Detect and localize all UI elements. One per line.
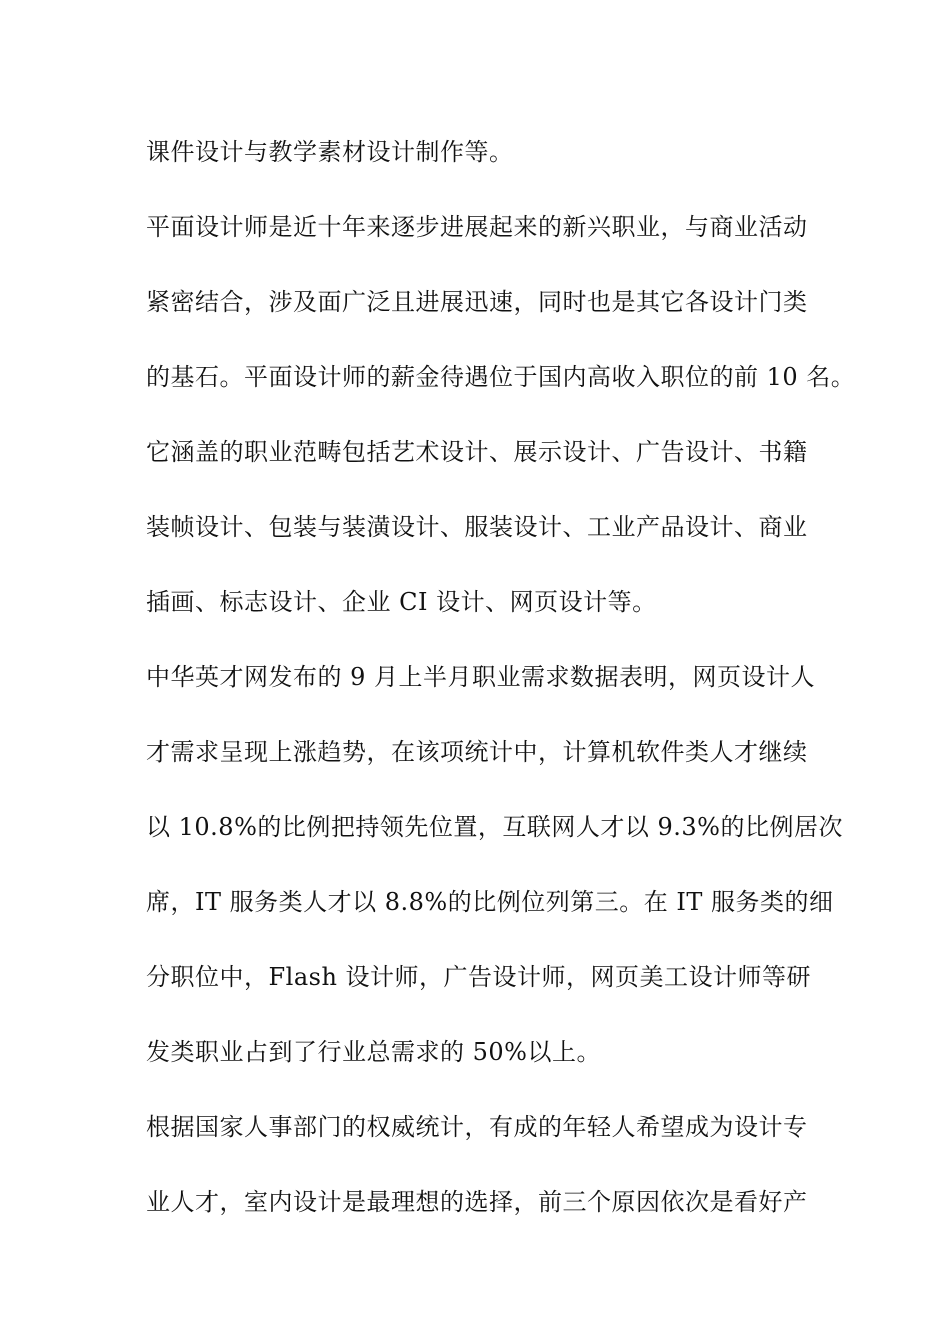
text-line: 以 10.8%的比例把持领先位置，互联网人才以 9.3%的比例居次 [146,813,843,841]
text-line: 席，IT 服务类人才以 8.8%的比例位列第三。在 IT 服务类的细 [146,888,834,916]
text-line: 发类职业占到了行业总需求的 50%以上。 [146,1038,601,1066]
text-line: 才需求呈现上涨趋势，在该项统计中，计算机软件类人才继续 [146,738,808,766]
text-line: 装帧设计、包装与装潢设计、服装设计、工业产品设计、商业 [146,513,808,541]
text-line: 它涵盖的职业范畴包括艺术设计、展示设计、广告设计、书籍 [146,438,808,466]
text-line: 课件设计与教学素材设计制作等。 [146,138,514,166]
text-line: 业人才，室内设计是最理想的选择，前三个原因依次是看好产 [146,1188,808,1216]
text-line: 插画、标志设计、企业 CI 设计、网页设计等。 [146,588,657,616]
text-line: 平面设计师是近十年来逐步进展起来的新兴职业，与商业活动 [146,213,808,241]
text-line: 的基石。平面设计师的薪金待遇位于国内高收入职位的前 10 名。 [146,363,856,391]
text-line: 分职位中，Flash 设计师，广告设计师，网页美工设计师等研 [146,963,812,991]
text-line: 中华英才网发布的 9 月上半月职业需求数据表明，网页设计人 [146,663,816,691]
text-line: 根据国家人事部门的权威统计，有成的年轻人希望成为设计专 [146,1113,808,1141]
text-line: 紧密结合，涉及面广泛且进展迅速，同时也是其它各设计门类 [146,288,808,316]
